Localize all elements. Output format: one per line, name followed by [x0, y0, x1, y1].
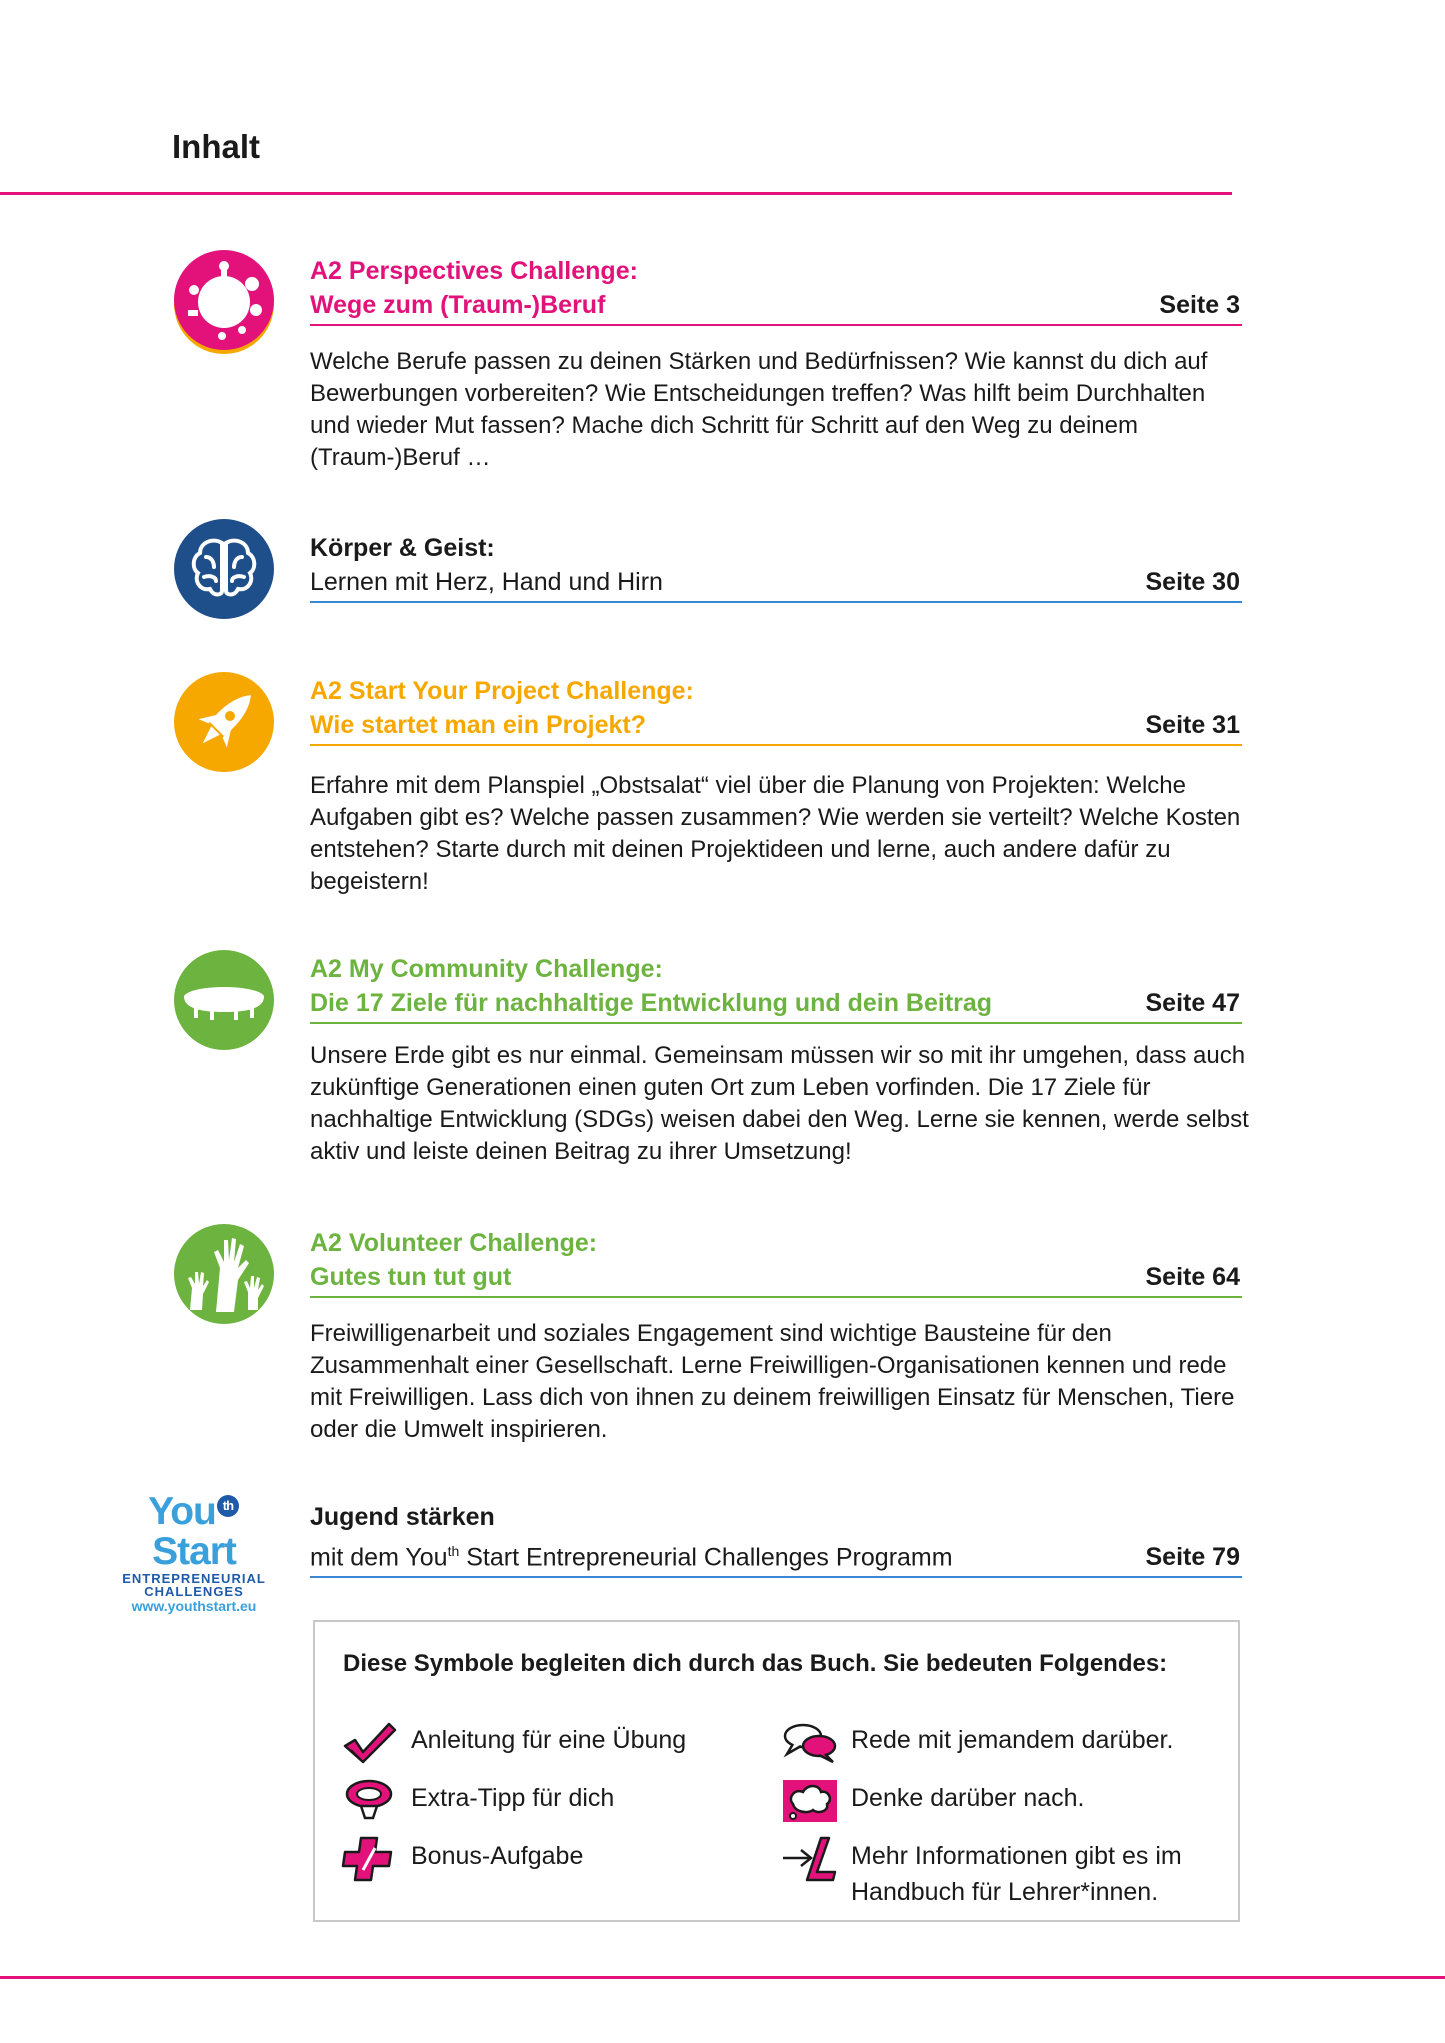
entry-subtitle: Die 17 Ziele für nachhaltige Entwicklung und dein Beitrag — [310, 989, 993, 1017]
toc-entry-perspectives[interactable] — [172, 250, 1242, 480]
entry-subtitle: Lernen mit Herz, Hand und Hirn — [310, 568, 663, 596]
entry-subtitle: Wege zum (Traum-)Beruf — [310, 291, 606, 319]
toc-entry-my-community[interactable] — [172, 948, 1249, 1178]
entry-description: Freiwilligenarbeit und soziales Engagement sind wichtige Bausteine für den Zusammenhalt einer Gesellschaft. Lerne Freiwilligen-Organisationen kennen und rede mit Freiwilligen. Lass dich von ihnen zu deinem freiwilligen Einsatz für Menschen, Tiere oder die Umwelt inspirieren. — [310, 1320, 1235, 1443]
legend-title: Diese Symbole begleiten dich durch das Buch. Sie bedeuten Folgendes: — [343, 1650, 1168, 1677]
checkmark-icon — [341, 1720, 399, 1766]
legend-label: Anleitung für eine Übung — [411, 1726, 687, 1754]
entry-title: A2 Volunteer Challenge: — [310, 1229, 598, 1257]
entry-page-number: Seite 47 — [1145, 989, 1240, 1017]
legend-label: Extra-Tipp für dich — [411, 1784, 615, 1812]
entry-underline — [310, 1296, 1242, 1298]
footer-divider — [0, 1976, 1445, 1979]
legend-label: Rede mit jemandem darüber. — [851, 1726, 1174, 1754]
entry-title: Jugend stärken — [310, 1503, 495, 1531]
entry-title: A2 Start Your Project Challenge: — [310, 677, 694, 705]
thought-bubble-icon — [781, 1778, 839, 1824]
entry-underline — [310, 1022, 1242, 1024]
entry-page-number: Seite 79 — [1145, 1543, 1240, 1572]
entry-title: Körper & Geist: — [310, 534, 495, 562]
rocket-icon — [172, 670, 276, 774]
entry-subtitle: Gutes tun tut gut — [310, 1263, 512, 1291]
entry-title: A2 My Community Challenge: — [310, 955, 663, 983]
brain-icon — [172, 517, 276, 621]
entry-page-number: Seite 64 — [1145, 1263, 1240, 1291]
teacher-handbook-icon — [781, 1836, 839, 1882]
youthstart-logo: You thStart ENTREPRENEURIAL CHALLENGES www.youthstart.eu — [122, 1490, 266, 1614]
entry-underline — [310, 1576, 1242, 1578]
entry-title: A2 Perspectives Challenge: — [310, 257, 638, 285]
entry-description: Unsere Erde gibt es nur einmal. Gemeinsam müssen wir so mit ihr umgehen, dass auch zukünftige Generationen einen guten Ort zum Leben vorfinden. Die 17 Ziele für nachhaltige Entwicklung (SDGs) weisen dabei den Weg. Lerne sie kennen, werde selbst aktiv und leiste deinen Beitrag zu ihrer Umsetzung! — [310, 1042, 1249, 1165]
entry-underline — [310, 601, 1242, 603]
symbol-legend — [313, 1620, 1240, 1922]
legend-label: Bonus-Aufgabe — [411, 1842, 584, 1870]
page-title: Inhalt — [172, 128, 260, 165]
entry-underline — [310, 324, 1242, 326]
entry-subtitle: Wie startet man ein Projekt? — [310, 711, 646, 739]
legend-label: Mehr Informationen gibt es im Handbuch für Lehrer*innen. — [851, 1842, 1182, 1906]
entry-description: Erfahre mit dem Planspiel „Obstsalat“ viel über die Planung von Projekten: Welche Aufgaben gibt es? Welche passen zusammen? Wie werden sie verteilt? Welche Kosten entstehen? Starte durch mit deinen Projektideen und lerne, auch andere dafür zu begeistern! — [310, 772, 1241, 895]
raised-hands-icon — [172, 1222, 276, 1326]
entry-underline — [310, 744, 1242, 746]
legend-label: Denke darüber nach. — [851, 1784, 1085, 1812]
speech-bubbles-icon — [781, 1720, 839, 1766]
bonus-plus-icon — [341, 1836, 399, 1882]
toc-entry-volunteer[interactable] — [172, 1222, 1242, 1452]
title-divider — [0, 192, 1232, 195]
toc-entry-koerper-geist[interactable] — [172, 517, 1242, 627]
entry-description: Welche Berufe passen zu deinen Stärken und Bedürfnissen? Wie kannst du dich auf Bewerbungen vorbereiten? Wie Entscheidungen treffen? Was hilft beim Durchhalten und wieder Mut fassen? Mache dich Schritt für Schritt auf den Weg zu deinem (Traum-)Beruf … — [310, 348, 1208, 471]
globe-people-icon — [172, 250, 276, 354]
lightbulb-icon — [341, 1778, 399, 1824]
table-community-icon — [172, 948, 276, 1052]
entry-subtitle: mit dem You$^{th}$ Start Entrepreneurial Challenges Programm — [310, 1543, 953, 1572]
entry-page-number: Seite 31 — [1145, 711, 1240, 739]
entry-page-number: Seite 30 — [1145, 568, 1240, 596]
toc-entry-start-your-project[interactable] — [172, 670, 1242, 900]
toc-entry-jugend-staerken[interactable] — [172, 1500, 1242, 1580]
entry-page-number: Seite 3 — [1159, 291, 1240, 319]
